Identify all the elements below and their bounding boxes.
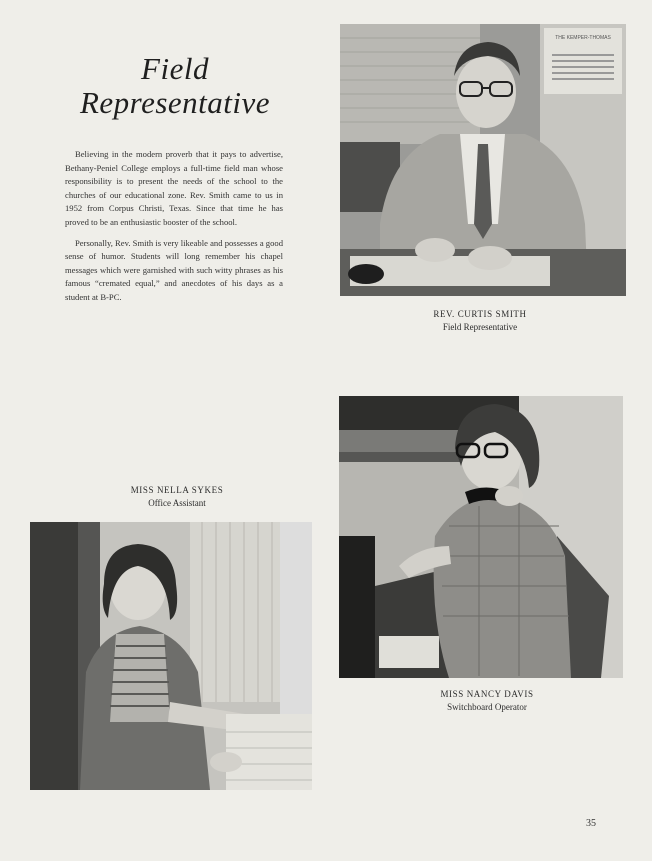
photo-nella-sykes — [30, 522, 312, 790]
caption-nancy-davis-role: Switchboard Operator — [447, 702, 527, 712]
photo-nancy-davis-image — [339, 396, 623, 678]
caption-curtis-smith-name: REV. CURTIS SMITH — [433, 309, 527, 319]
caption-nella-sykes-role: Office Assistant — [148, 498, 206, 508]
caption-curtis-smith — [380, 308, 580, 334]
page-title-line-2: Representative — [79, 85, 271, 120]
photo-curtis-smith — [340, 24, 626, 296]
caption-nella-sykes — [77, 484, 277, 510]
calendar-label: THE KEMPER-THOMAS — [555, 35, 611, 41]
page-title — [40, 52, 310, 120]
article-body — [65, 148, 283, 312]
caption-nancy-davis — [387, 688, 587, 714]
caption-nella-sykes-name: MISS NELLA SYKES — [130, 485, 224, 495]
page-title-line-1: Field — [141, 51, 209, 86]
photo-curtis-smith-image — [340, 24, 626, 296]
photo-nancy-davis — [339, 396, 623, 678]
caption-curtis-smith-role: Field Representative — [442, 322, 518, 332]
caption-nancy-davis-name: MISS NANCY DAVIS — [440, 689, 534, 699]
photo-nella-sykes-image — [30, 522, 312, 790]
page-number: 35 — [586, 818, 596, 829]
paragraph-2: Personally, Rev. Smith is very likeable and possesses a good sense of humor. Students will long remember his chapel messages which were garnished with such witty phrases as his famous “cremated equal,” and anecdotes of his days as a student at B-PC. — [65, 237, 283, 302]
paragraph-1: Believing in the modern proverb that it pays to advertise, Bethany-Peniel College employs a full-time field man whose responsibility is to present the needs of the school to the churches of our educational zone. Rev. Smith came to us in 1952 from Corpus Christi, Texas. Since that time he has proved to be an enthusiastic booster of the school. — [65, 149, 283, 227]
